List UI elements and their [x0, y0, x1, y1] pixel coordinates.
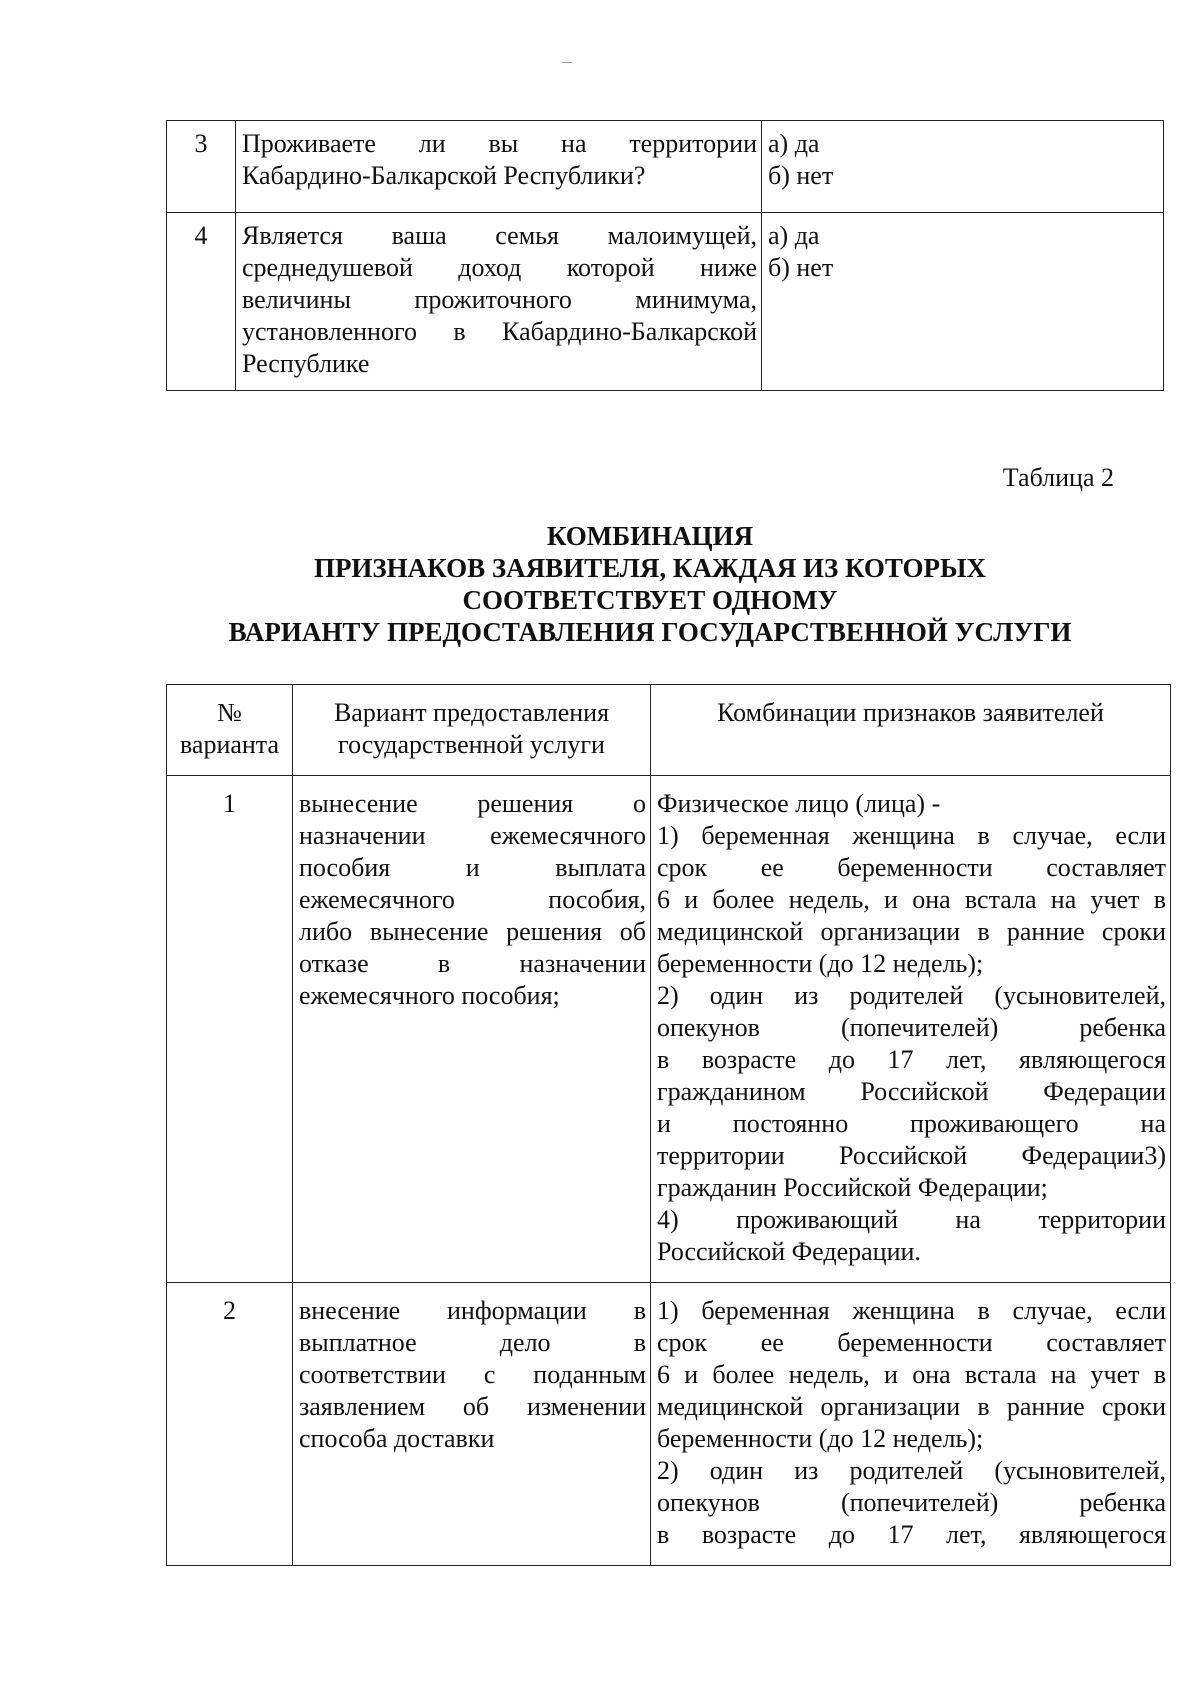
variant-number: 2	[167, 1283, 293, 1566]
question-line: Республике	[242, 349, 370, 378]
combination-line: Российской Федерации.	[657, 1237, 921, 1266]
question-line: величины прожиточного минимума,	[242, 285, 757, 314]
variant-cell	[293, 776, 651, 1283]
variant-number: 1	[167, 776, 293, 1283]
combination-line: беременности (до 12 недель);	[657, 949, 984, 978]
table-row	[167, 776, 1171, 1283]
combination-line: 2) один из родителей (усыновителей,	[657, 1456, 1166, 1485]
combination-line: медицинской организации в ранние сроки	[657, 917, 1166, 946]
variant-line: либо вынесение решения об	[299, 917, 646, 946]
combination-line: 1) беременная женщина в случае, если	[657, 1296, 1166, 1325]
combination-line: медицинской организации в ранние сроки	[657, 1392, 1166, 1421]
header-text: №	[217, 698, 242, 727]
table-row	[167, 213, 1164, 391]
combination-line: в возрасте до 17 лет, являющегося	[657, 1045, 1166, 1074]
combination-line: 6 и более недель, и она встала на учет в	[657, 1360, 1166, 1389]
combination-line: срок ее беременности составляет	[657, 853, 1166, 882]
combination-line: 6 и более недель, и она встала на учет в	[657, 885, 1166, 914]
criteria-table	[166, 120, 1164, 391]
variant-line: ежемесячного пособия,	[299, 885, 646, 914]
answer-cell	[762, 213, 1164, 391]
variant-line: внесение информации в	[299, 1296, 646, 1325]
answer-option: а) да	[768, 129, 820, 158]
header-text: государственной услуги	[338, 730, 605, 759]
variant-line: ежемесячного пособия;	[299, 981, 560, 1010]
combination-line: в возрасте до 17 лет, являющегося	[657, 1520, 1166, 1549]
question-line: установленного в Кабардино-Балкарской	[242, 317, 757, 346]
variant-line: пособия и выплата	[299, 853, 646, 882]
combination-line: 4) проживающий на территории	[657, 1205, 1166, 1234]
table-header-row	[167, 685, 1171, 776]
variant-line: назначении ежемесячного	[299, 821, 646, 850]
variant-cell	[293, 1283, 651, 1566]
combination-line: и постоянно проживающего на	[657, 1109, 1166, 1138]
header-text: Вариант предоставления	[333, 698, 610, 727]
question-cell	[236, 213, 762, 391]
row-number: 4	[167, 213, 236, 391]
combination-line: беременности (до 12 недель);	[657, 1424, 984, 1453]
answer-cell	[762, 121, 1164, 213]
combination-line: опекунов (попечителей) ребенка	[657, 1013, 1166, 1042]
variant-line: отказе в назначении	[299, 949, 646, 978]
page-mark	[562, 62, 572, 63]
question-line: Является ваша семья малоимущей,	[242, 221, 757, 250]
title-line: СООТВЕТСТВУЕТ ОДНОМУ	[462, 585, 838, 615]
variant-line: заявлением об изменении	[299, 1392, 646, 1421]
table-label: Таблица 2	[1002, 463, 1114, 492]
combination-line: срок ее беременности составляет	[657, 1328, 1166, 1357]
combination-cell	[651, 776, 1171, 1283]
header-text: Комбинации признаков заявителей	[717, 698, 1104, 727]
combination-line: гражданином Российской Федерации	[657, 1077, 1166, 1106]
variants-table	[166, 684, 1171, 1566]
question-cell	[236, 121, 762, 213]
variant-line: способа доставки	[299, 1424, 495, 1453]
table-title	[150, 520, 1150, 648]
title-line: КОМБИНАЦИЯ	[546, 521, 754, 551]
question-line: Проживаете ли вы на территории	[242, 129, 757, 158]
answer-option: б) нет	[768, 253, 834, 282]
variant-line: выплатное дело в	[299, 1328, 646, 1357]
header-variant	[293, 685, 651, 776]
question-line: Кабардино-Балкарской Республики?	[242, 161, 646, 190]
question-line: среднедушевой доход которой ниже	[242, 253, 757, 282]
variant-line: вынесение решения о	[299, 789, 646, 818]
variant-line: соответствии с поданным	[299, 1360, 646, 1389]
table-row	[167, 1283, 1171, 1566]
table-row	[167, 121, 1164, 213]
combination-line: гражданин Российской Федерации;	[657, 1173, 1048, 1202]
title-line: ПРИЗНАКОВ ЗАЯВИТЕЛЯ, КАЖДАЯ ИЗ КОТОРЫХ	[313, 553, 987, 583]
combination-cell	[651, 1283, 1171, 1566]
answer-option: б) нет	[768, 161, 834, 190]
row-number: 3	[167, 121, 236, 213]
header-text: варианта	[179, 730, 280, 759]
header-combinations	[651, 685, 1171, 776]
answer-option: а) да	[768, 221, 820, 250]
title-line: ВАРИАНТУ ПРЕДОСТАВЛЕНИЯ ГОСУДАРСТВЕННОЙ УСЛУГИ	[228, 617, 1072, 647]
combination-line: территории Российской Федерации3)	[657, 1141, 1166, 1170]
header-variant-number	[167, 685, 293, 776]
combination-line: опекунов (попечителей) ребенка	[657, 1488, 1166, 1517]
combination-line: 1) беременная женщина в случае, если	[657, 821, 1166, 850]
combination-line: 2) один из родителей (усыновителей,	[657, 981, 1166, 1010]
combination-line: Физическое лицо (лица) -	[657, 789, 941, 818]
